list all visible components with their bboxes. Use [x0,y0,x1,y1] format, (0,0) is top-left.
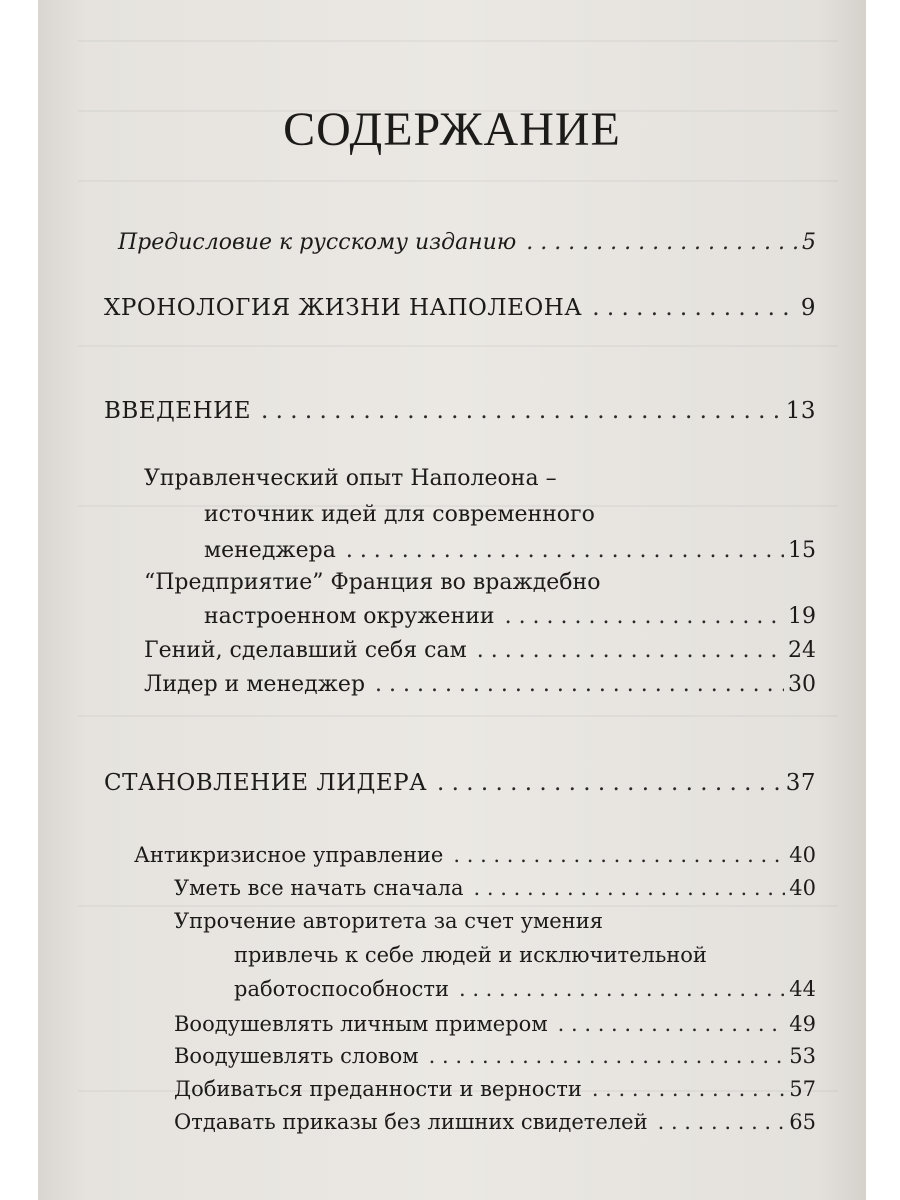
toc-page-number: 53 [789,1044,816,1068]
page-title: СОДЕРЖАНИЕ [283,103,621,157]
toc-entry-label: работоспособности [234,977,449,1001]
leader-dots [526,230,798,255]
leader-dots [375,672,784,697]
toc-entry-start-over[interactable] [174,876,816,900]
toc-page-number: 30 [788,672,816,697]
toc-entry-chronology[interactable] [104,295,816,321]
toc-entry-becoming-leader[interactable] [104,770,816,796]
toc-page-number: 9 [800,295,816,321]
toc-entry-label: Отдавать приказы без лишних свидетелей [174,1110,648,1134]
toc-entry-managers-experience[interactable] [204,538,816,563]
toc-entry-label: Предисловие к русскому изданию [118,230,517,255]
show-through-line [78,905,838,907]
leader-dots [474,876,786,900]
toc-entry-label: Добиваться преданности и верности [174,1077,582,1101]
leader-dots [437,770,782,796]
toc-entry-label: Лидер и менеджер [144,672,366,697]
toc-entry-inspire-word[interactable] [174,1044,816,1068]
toc-entry-loyalty[interactable] [174,1077,816,1101]
toc-page-number: 13 [785,398,816,424]
leader-dots [459,977,785,1001]
leader-dots [261,398,782,424]
toc-page-number: 19 [788,604,816,629]
leader-dots [429,1044,786,1068]
toc-entry-line[interactable]: “Предприятие” Франция во враждебно [144,570,601,595]
toc-entry-line[interactable]: источник идей для современного [204,502,595,527]
toc-entry-self-made-genius[interactable] [144,638,816,663]
toc-page-number: 65 [789,1110,816,1134]
show-through-line [78,40,838,42]
toc-entry-authority[interactable] [234,977,816,1001]
toc-entry-label: Воодушевлять личным примером [174,1012,548,1036]
toc-entry-label: менеджера [204,538,336,563]
toc-page-number: 57 [789,1077,816,1101]
toc-entry-line[interactable]: привлечь к себе людей и исключительной [234,943,707,967]
toc-entry-label: Гений, сделавший себя сам [144,638,467,663]
toc-page-number: 24 [788,638,816,663]
leader-dots [658,1110,786,1134]
toc-entry-label: СТАНОВЛЕНИЕ ЛИДЕРА [104,770,428,796]
toc-entry-label: ВВЕДЕНИЕ [104,398,251,424]
toc-entry-leader-and-manager[interactable] [144,672,816,697]
toc-entry-label: Воодушевлять словом [174,1044,419,1068]
leader-dots [477,638,784,663]
toc-entry-introduction[interactable] [104,398,816,424]
toc-page-number: 37 [785,770,816,796]
toc-entry-enterprise-france[interactable] [204,604,816,629]
toc-entry-crisis-management[interactable] [134,843,816,867]
leader-dots [453,843,785,867]
leader-dots [346,538,784,563]
toc-entry-line[interactable]: Упрочение авторитета за счет умения [174,909,603,933]
toc-entry-label: Уметь все начать сначала [174,876,464,900]
toc-page-number: 5 [802,230,816,255]
toc-entry-orders[interactable] [174,1110,816,1134]
toc-page-number: 49 [789,1012,816,1036]
show-through-line [78,345,838,347]
toc-entry-line[interactable]: Управленческий опыт Наполеона – [144,466,557,491]
toc-entry-preface[interactable] [118,230,816,255]
toc-page-number: 40 [789,876,816,900]
toc-page-number: 15 [788,538,816,563]
toc-page-number: 44 [789,977,816,1001]
toc-entry-label: ХРОНОЛОГИЯ ЖИЗНИ НАПОЛЕОНА [104,295,583,321]
leader-dots [592,1077,785,1101]
toc-entry-label: Антикризисное управление [134,843,444,867]
book-page [38,0,866,1200]
leader-dots [505,604,784,629]
toc-page-number: 40 [789,843,816,867]
toc-entry-inspire-example[interactable] [174,1012,816,1036]
show-through-line [78,715,838,717]
leader-dots [592,295,797,321]
toc-entry-label: настроенном окружении [204,604,495,629]
leader-dots [558,1012,786,1036]
show-through-line [78,180,838,182]
